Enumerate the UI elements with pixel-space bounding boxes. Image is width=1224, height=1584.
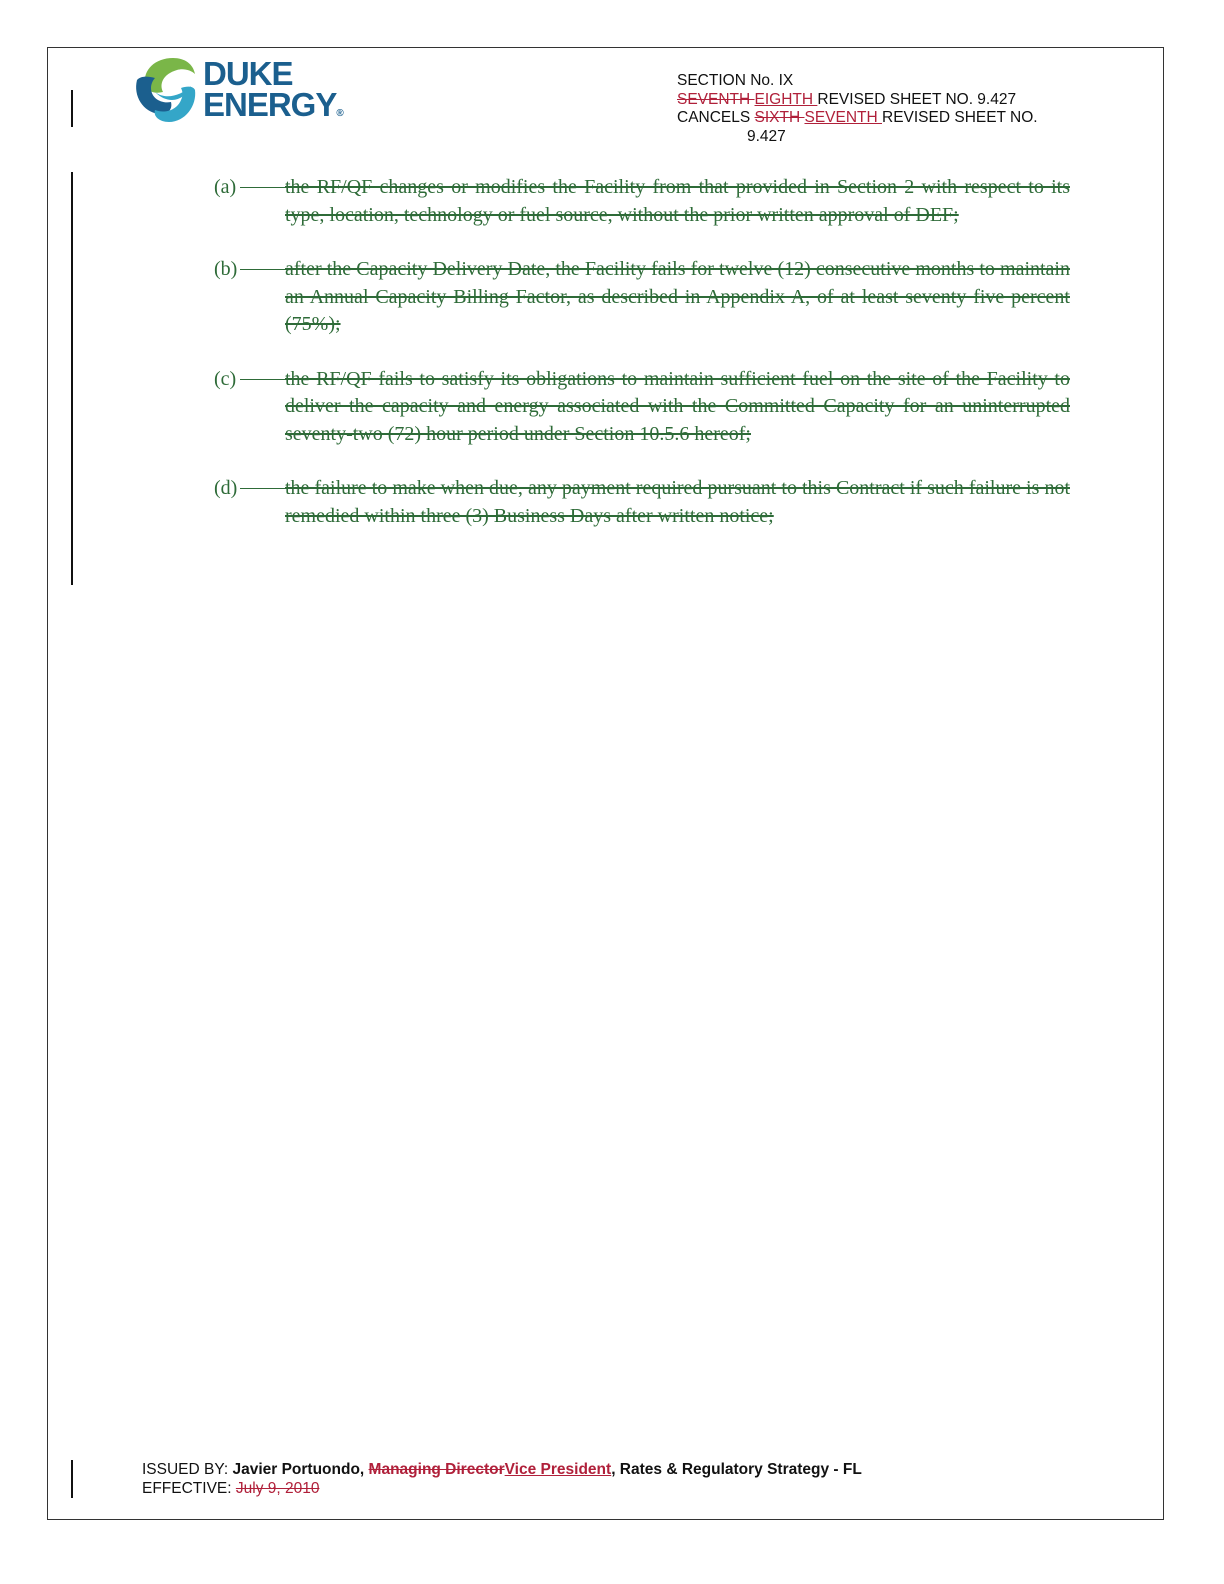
cancels-rest: REVISED SHEET NO. (882, 109, 1038, 126)
section-number: SECTION No. IX (677, 72, 794, 89)
issued-by-label: ISSUED BY: (142, 1461, 233, 1478)
item-text: the failure to make when due, any payment required pursuant to this Contract if such failure is not remedied within three (3) Business Days after written notice; (285, 477, 1070, 527)
effective-line (142, 1479, 862, 1498)
change-bar-body (71, 172, 73, 585)
item-text: the RF/QF fails to satisfy its obligations to maintain sufficient fuel on the site of the Facility to deliver the capacity and energy associated with the Committed Capacity for an uninterrupted seventy-two (72) hour period under Section 10.5.6 hereof; (285, 367, 1070, 445)
footer (142, 1460, 862, 1498)
change-bar-header (71, 90, 73, 127)
cancels-inserted-ordinal: SEVENTH (804, 109, 882, 126)
change-bar-footer (71, 1460, 73, 1498)
issuer-deleted-title: Managing Director (368, 1461, 505, 1478)
issuer-department: , Rates & Regulatory Strategy - FL (611, 1461, 862, 1478)
logo-line-2: ENERGY (203, 86, 337, 123)
sheet-deleted-ordinal: SEVENTH (677, 90, 755, 108)
cancels-prefix: CANCELS (677, 109, 755, 126)
sheet-revision-rest: REVISED SHEET NO. 9.427 (817, 90, 1017, 108)
item-label: (b) (214, 256, 285, 284)
item-text: after the Capacity Delivery Date, the Facility fails for twelve (12) consecutive months to maintain an Annual Capacity Billing Factor, as described in Appendix A, of at least seventy five percent (75%); (285, 258, 1070, 335)
cancels-sheet-number: 9.427 (747, 127, 786, 145)
effective-label: EFFECTIVE: (142, 1480, 236, 1497)
issuer-inserted-title: Vice President (504, 1461, 612, 1478)
item-label: (d) (214, 475, 285, 503)
logo-registered-mark: ® (336, 108, 343, 119)
logo-wordmark (203, 55, 343, 129)
list-item (214, 475, 1070, 530)
item-text: the RF/QF changes or modifies the Facility from that provided in Section 2 with respect to its type, location, technology or fuel source, without the prior written approval of DEF; (285, 176, 1070, 226)
issued-by-line (142, 1460, 862, 1479)
sheet-inserted-ordinal: EIGHTH (754, 90, 818, 108)
duke-energy-logo (133, 56, 353, 128)
issuer-name: Javier Portuondo, (232, 1461, 369, 1478)
deleted-provisions-list (214, 174, 1070, 557)
list-item (214, 366, 1070, 449)
sheet-header (677, 72, 1038, 146)
duke-energy-logo-icon (133, 56, 199, 126)
sheet-revision-line (677, 91, 1038, 110)
item-label: (a) (214, 174, 285, 202)
list-item (214, 174, 1070, 229)
cancels-line (677, 109, 1038, 128)
cancels-deleted-ordinal: SIXTH (754, 109, 805, 126)
effective-deleted-date: July 9, 2010 (235, 1480, 320, 1497)
list-item (214, 256, 1070, 339)
item-label: (c) (214, 366, 285, 394)
logo-line-1: DUKE (203, 55, 293, 92)
